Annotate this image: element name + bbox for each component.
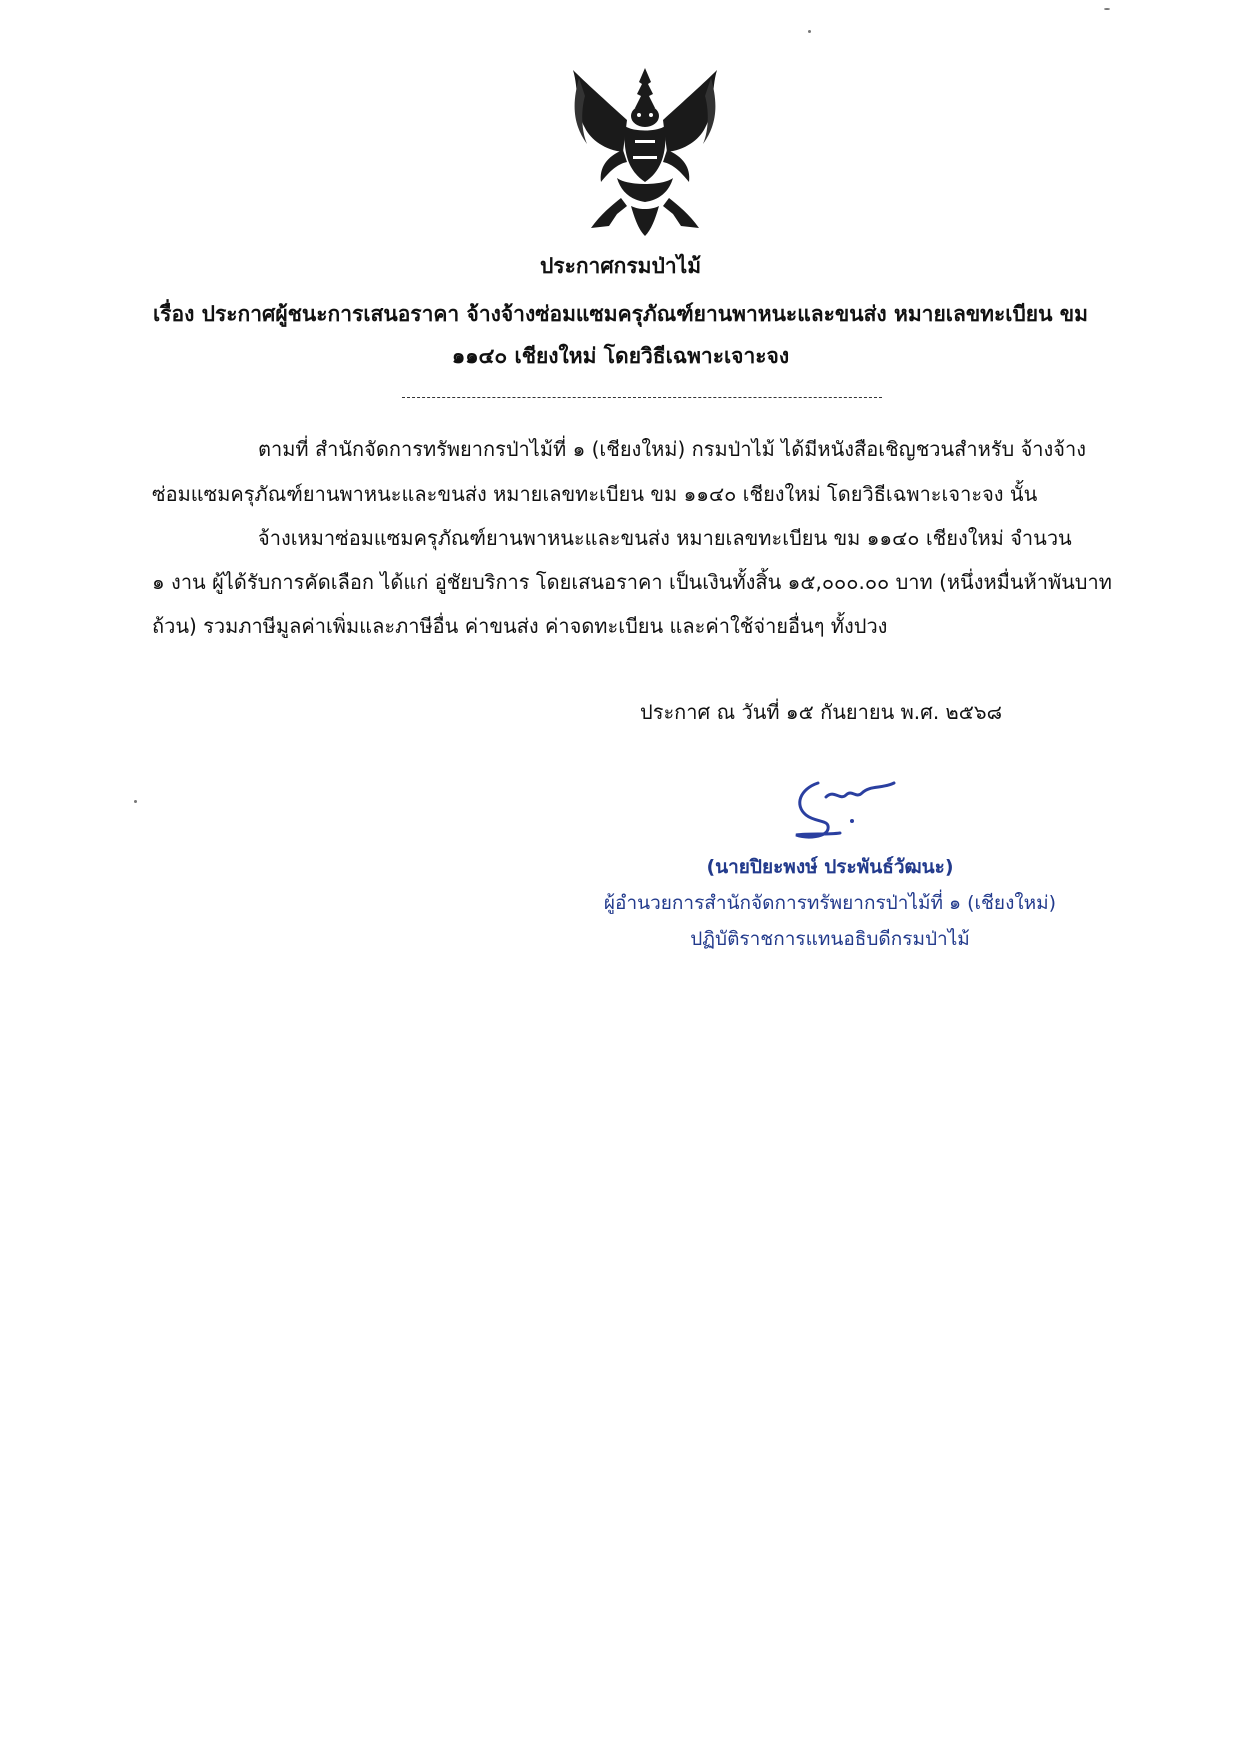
announcement-date: ประกาศ ณ วันที่ ๑๕ กันยายน พ.ศ. ๒๕๖๘: [640, 700, 1002, 724]
scan-speck: [134, 800, 137, 803]
scan-speck: [808, 30, 811, 33]
garuda-emblem-icon: [565, 60, 725, 240]
agency-title: ประกาศกรมป่าไม้: [539, 254, 702, 278]
body-line-5: ถ้วน) รวมภาษีมูลค่าเพิ่มและภาษีอื่น ค่าขนส่ง ค่าจดทะเบียน และค่าใช้จ่ายอื่นๆ ทั้งปวง: [152, 614, 888, 638]
handwritten-signature: [790, 775, 900, 845]
body-line-4: ๑ งาน ผู้ได้รับการคัดเลือก ได้แก่ อู่ชัยบริการ โดยเสนอราคา เป็นเงินทั้งสิ้น ๑๕,๐๐๐.๐๐ บาท (หนึ่งหมื่นห้าพันบาท: [152, 570, 1112, 594]
scan-speck: [1104, 8, 1110, 10]
signer-position: ผู้อำนวยการสำนักจัดการทรัพยากรป่าไม้ที่ ๑ (เชียงใหม่): [603, 892, 1057, 914]
subject-line-1: เรื่อง ประกาศผู้ชนะการเสนอราคา จ้างจ้างซ่อมแซมครุภัณฑ์ยานพาหนะและขนส่ง หมายเลขทะเบียน ขม: [153, 302, 1088, 326]
body-line-1: ตามที่ สำนักจัดการทรัพยากรป่าไม้ที่ ๑ (เชียงใหม่) กรมป่าไม้ ได้มีหนังสือเชิญชวนสำหรับ จ้างจ้าง: [258, 437, 1087, 461]
signer-acting: ปฏิบัติราชการแทนอธิบดีกรมป่าไม้: [690, 928, 970, 950]
body-line-3: จ้างเหมาซ่อมแซมครุภัณฑ์ยานพาหนะและขนส่ง หมายเลขทะเบียน ขม ๑๑๔๐ เชียงใหม่ จำนวน: [258, 526, 1072, 550]
signer-name: (นายปิยะพงษ์ ประพันธ์วัฒนะ): [706, 856, 954, 878]
dashed-divider: [402, 397, 882, 398]
body-line-2: ซ่อมแซมครุภัณฑ์ยานพาหนะและขนส่ง หมายเลขทะเบียน ขม ๑๑๔๐ เชียงใหม่ โดยวิธีเฉพาะเจาะจง นั้น: [152, 482, 1038, 506]
subject-line-2: ๑๑๔๐ เชียงใหม่ โดยวิธีเฉพาะเจาะจง: [451, 344, 790, 368]
